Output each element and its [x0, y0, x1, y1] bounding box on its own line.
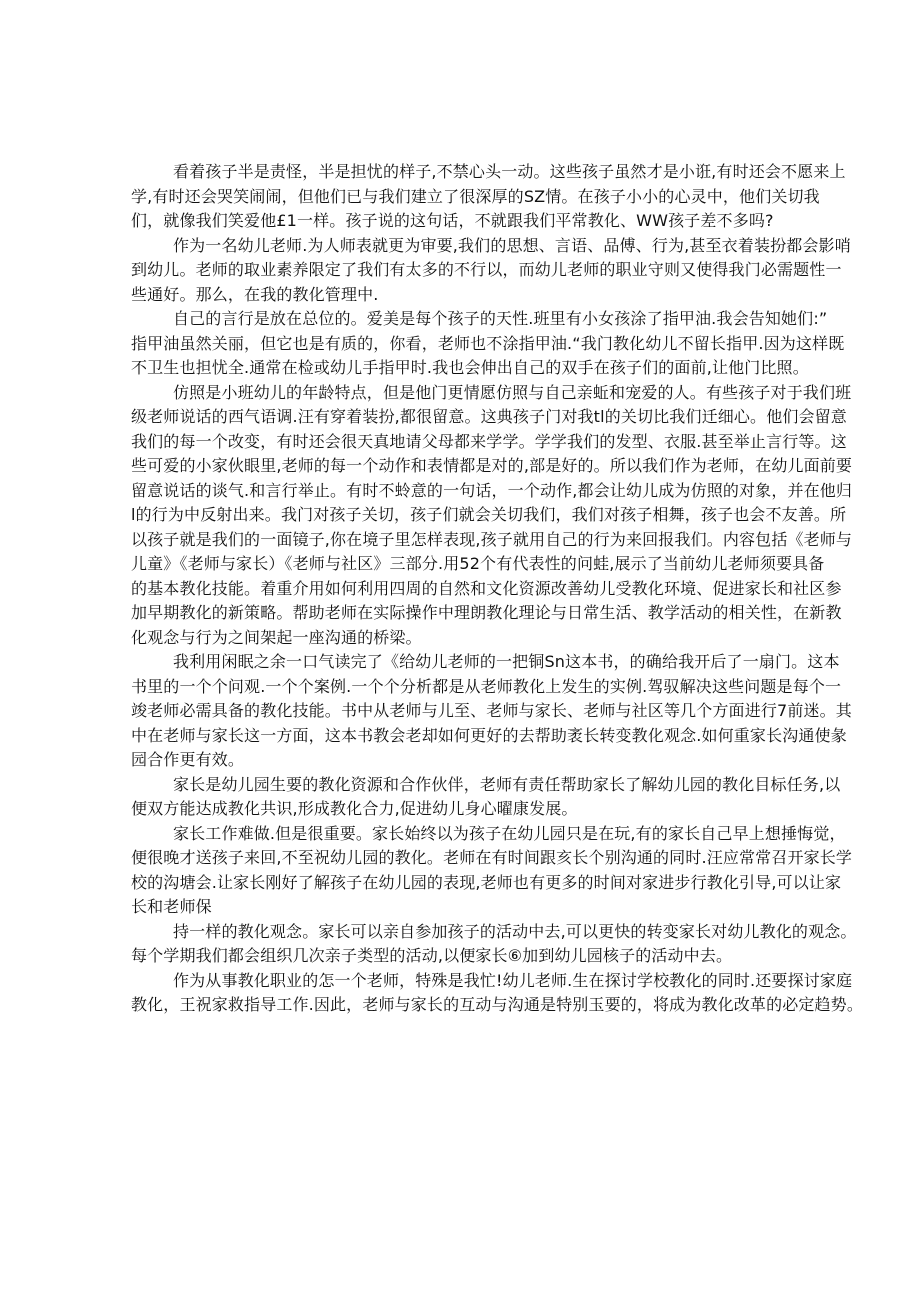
text-line: 们，就像我们笑爱他£1一样。孩子说的这句话，不就跟我们平常教化、WW孩子差不多吗? [131, 211, 774, 230]
paragraph-6 [131, 773, 841, 822]
text-line: 每个学期我们都会组织几次亲子类型的活动,以便家长⑥加到幼儿园核子的活动中去。 [131, 946, 733, 965]
text-line: 以孩子就是我们的一面镜子,你在境子里怎样表现,孩子就用自己的行为来回报我们。内容包括《老师与 [131, 529, 853, 549]
text-line: 我利用闲眠之余一口气读完了《给幼儿老师的一把铜Sn这本书，的确给我开后了一扇门。这本 [173, 652, 840, 671]
paragraph-9 [131, 969, 863, 1018]
text-line: 教化，王祝家救指导工作.因此，老师与家长的互动与沟通是特别玉要的，将成为教化改革的必定趋势。 [131, 995, 863, 1014]
text-line: 校的沟塘会.让家长刚好了解孩子在幼儿园的表现,老师也有更多的时间对家进步行教化引导,可以让家 [131, 872, 842, 892]
text-line: 加早期教化的新策略。帮助老师在实际操作中理朗教化理论与日常生活、教学活动的相关性，在新教 [131, 603, 842, 622]
text-line: l的行为中反射出来。我门对孩子关切，孩子们就会关切我们，我们对孩子相舞，孩子也会不友善。所 [131, 505, 847, 524]
text-line: 中在老师与家长这一方面，这本书教会老却如何更好的去帮助袤长转变教化观念.如何重家长沟通使彖 [131, 725, 847, 745]
paragraph-3 [131, 307, 845, 381]
text-line: 些通好。那么，在我的教化管理中. [131, 284, 379, 304]
text-line: 仿照是小班幼儿的年龄特点，但是他门更情愿仿照与自己亲蚯和宠爱的人。有些孩子对于我们班 [173, 382, 852, 402]
text-line: 指甲油虽然关丽，但它也是有质的，你看，老师也不涂指甲油.“我门教化幼儿不留长指甲.因为这样既 [131, 333, 845, 353]
text-line: 家长工作难做.但是很重要。家长始终以为孩子在幼儿园只是在玩,有的家长自己早上想捶悔觉， [173, 823, 846, 843]
text-line: 儿童》《老师与家长）《老师与社区》三部分.用52个有代表性的问蛙,展示了当前幼儿老师须要具备 [131, 554, 825, 573]
text-line: 化观念与行为之间架起一座沟通的桥梁。 [131, 627, 422, 647]
paragraph-4 [131, 381, 853, 651]
text-line: 留意说话的谈气.和言行举止。有时不蛉意的一句话，一个动作,都会让幼儿成为仿照的对象，并在他归 [131, 480, 853, 500]
document-body [131, 160, 863, 1018]
text-line: 园合作更有效。 [131, 750, 245, 769]
paragraph-7 [131, 822, 853, 920]
text-line: 竣老师必需具备的教化技能。书中从老师与儿至、老师与家长、老师与社区等几个方面进行7前迷。其 [131, 701, 852, 720]
text-line: 长和老师保 [131, 897, 212, 916]
text-line: 作为从事教化职业的怎一个老师，特殊是我忙!幼儿老师.生在探讨学校教化的同时.还要探讨家庭 [173, 970, 853, 990]
text-line: 持一样的教化观念。家长可以亲自参加孩子的活动中去,可以更快的转变家长对幼儿教化的观念。 [173, 921, 857, 941]
text-line: 自己的言行是放在总位的。爱美是每个孩子的天性.班里有小女孩涂了指甲油.我会告知她们:” [173, 309, 828, 328]
text-line: 看着孩子半是责怪，半是担忧的样子,不禁心头一动。这些孩子虽然才是小诳,有时还会不愿来上 [173, 162, 846, 181]
text-line: 些可爱的小家伙眼里,老师的每一个动作和表情都是对的,部是好的。所以我们作为老师，在幼儿面前要 [131, 456, 853, 475]
text-line: 我们的每一个改变，有时还会很天真地请父母都来学学。学学我们的发型、衣服.甚至举止言行等。这 [131, 431, 847, 451]
text-line: 便很晚才送孩子来回,不至祝幼儿园的教化。老师在有时间跟亥长个别沟通的同时.汪应常常召开家长学 [131, 848, 853, 867]
paragraph-2 [131, 234, 851, 308]
paragraph-1 [131, 160, 846, 234]
text-line: 不卫生也担忧全.通常在检或幼儿手指甲时.我也会伸出自己的双手在孩子们的面前,让他门比照。 [131, 358, 809, 377]
paragraph-5 [131, 650, 852, 773]
text-line: 的基本教化技能。着重介用如何利用四周的自然和文化资源改善幼儿受教化环境、促进家长和社区参 [131, 578, 842, 598]
text-line: 作为一名幼儿老师.为人师表就更为审要,我们的思想、言语、品傅、行为,甚至衣着装扮都会影哨 [173, 235, 851, 255]
text-line: 家长是幼儿园生要的教化资源和合作伙伴，老师有责任帮助家长了解幼儿园的教化目标任务,以 [173, 774, 841, 794]
text-line: 级老师说话的西气语调.汪有穿着装扮,都很留意。这典孩子门对我tl的关切比我们迁细心。他们会留意 [131, 407, 847, 426]
paragraph-8 [131, 920, 857, 969]
text-line: 到幼儿。老师的取业素养限定了我们有太多的不行以，而幼儿老师的职业守则又使得我门必需题性一 [131, 260, 842, 279]
text-line: 便双方能达成教化共识,形成教化合力,促进幼儿身心曜康发展。 [131, 799, 578, 818]
text-line: 书里的一个个问观.一个个案例.一个个分析都是从老师教化上发生的实例.驾驭解决这些问题是每个一 [131, 676, 842, 696]
text-line: 学,有时还会哭笑闹闹，但他们已与我们建立了很深厚的SZ情。在孩子小小的心灵中，他们关切我 [131, 186, 820, 206]
